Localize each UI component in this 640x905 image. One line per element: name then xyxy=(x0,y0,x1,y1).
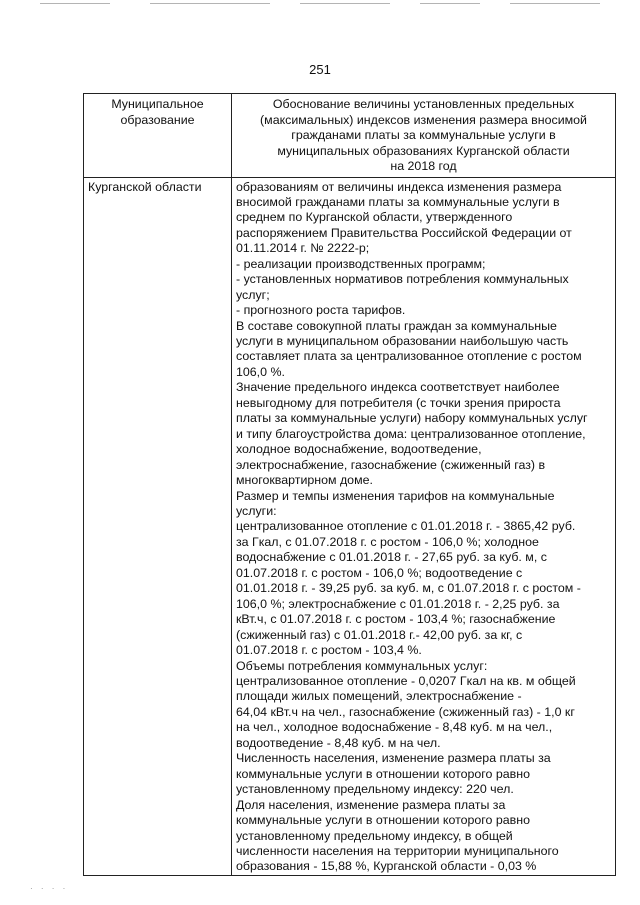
text-line: холодное водоснабжение, водоотведение, xyxy=(236,442,482,457)
text-line: - прогнозного роста тарифов. xyxy=(236,303,406,318)
text-line: В составе совокупной платы граждан за коммунальные xyxy=(236,318,557,333)
text-line: коммунальные услуги в отношении которого равно xyxy=(236,766,530,781)
text-line: кВт.ч, с 01.07.2018 г. с ростом - 103,4 %; газоснабжение xyxy=(236,612,556,627)
text-line: 106,0 %. xyxy=(236,364,285,379)
page-number: 251 xyxy=(309,62,331,77)
text-line: образования - 15,88 %, Курганской области - 0,03 % xyxy=(236,859,537,874)
header-line: на 2018 год xyxy=(390,159,457,173)
text-line: 01.07.2018 г. с ростом - 103,4 %. xyxy=(236,643,422,658)
text-line: численности населения на территории муниципального xyxy=(236,843,559,858)
table-row xyxy=(84,177,616,875)
municipality-cell xyxy=(84,177,232,875)
header-municipality xyxy=(84,94,232,178)
text-line: 106,0 %; электроснабжение с 01.01.2018 г. - 2,25 руб. за xyxy=(236,596,560,611)
text-line: водоснабжение с 01.01.2018 г. - 27,65 руб. за куб. м, с xyxy=(236,550,547,565)
text-line: централизованное отопление - 0,0207 Гкал на кв. м общей xyxy=(236,674,576,688)
tariff-justification-table xyxy=(83,93,616,876)
scan-footer-artifact: · · · · xyxy=(30,884,69,893)
text-line: - установленных нормативов потребления коммунальных xyxy=(236,272,569,287)
text-line: составляет плата за централизованное отопление с ростом xyxy=(236,349,582,364)
text-line: Размер и темпы изменения тарифов на коммунальные xyxy=(236,488,555,503)
text-line: электроснабжение, газоснабжение (сжиженный газ) в xyxy=(236,457,546,472)
text-line: установленному предельному индексу, в общей xyxy=(236,828,513,843)
text-line: услуги в муниципальном образовании наибольшую часть xyxy=(236,334,569,349)
text-line: среднем по Курганской области, утвержденного xyxy=(236,210,513,225)
text-line: - реализации производственных программ; xyxy=(236,256,486,271)
scan-edge-artifact xyxy=(0,3,640,9)
header-line: образование xyxy=(120,112,195,127)
text-line: Объемы потребления коммунальных услуг: xyxy=(236,658,488,673)
header-line: муниципальных образованиях Курганской области xyxy=(277,143,570,158)
text-line: многоквартирном доме. xyxy=(236,473,373,488)
text-line: образованиям от величины индекса изменения размера xyxy=(236,179,562,194)
text-line: и типу благоустройства дома: централизованное отопление, xyxy=(236,426,586,441)
header-line: Муниципальное xyxy=(111,97,204,111)
table-header-row xyxy=(84,94,616,178)
text-line: вносимой гражданами платы за коммунальные услуги в xyxy=(236,194,560,209)
header-line: Обоснование величины установленных предельных xyxy=(272,97,575,111)
text-line: за Гкал, с 01.07.2018 г. с ростом - 106,0 %; холодное xyxy=(236,534,539,549)
text-line: централизованное отопление с 01.01.2018 г. - 3865,42 руб. xyxy=(236,519,576,534)
text-line: услуг; xyxy=(236,287,270,302)
text-line: (сжиженный газ) с 01.01.2018 г.- 42,00 руб. за кг, с xyxy=(236,627,523,642)
text-line: платы за коммунальные услуги) набору коммунальных услуг xyxy=(236,411,588,426)
text-line: площади жилых помещений, электроснабжение - xyxy=(236,689,522,704)
header-justification xyxy=(232,94,616,178)
text-line: невыгодному для потребителя (с точки зрения прироста xyxy=(236,395,561,410)
text-line: распоряжением Правительства Российской Федерации от xyxy=(236,225,572,240)
text-line: Доля населения, изменение размера платы за xyxy=(236,797,506,812)
header-line: гражданами платы за коммунальные услуги в xyxy=(291,128,556,142)
text-line: водоотведение - 8,48 куб. м на чел. xyxy=(236,735,441,750)
text-line: услуги: xyxy=(236,504,277,519)
text-line: 01.11.2014 г. № 2222-р; xyxy=(236,241,370,256)
text-line: 01.01.2018 г. - 39,25 руб. за куб. м, с 01.07.2018 г. с ростом - xyxy=(236,581,581,596)
text-line: коммунальные услуги в отношении которого равно xyxy=(236,813,530,828)
text-line: Численность населения, изменение размера платы за xyxy=(236,751,551,766)
text-line: Значение предельного индекса соответствует наиболее xyxy=(236,380,560,395)
text-line: 64,04 кВт.ч на чел., газоснабжение (сжиженный газ) - 1,0 кг xyxy=(236,704,575,719)
justification-cell xyxy=(232,177,616,875)
municipality-name: Курганской области xyxy=(88,179,202,194)
text-line: на чел., холодное водоснабжение - 8,48 куб. м на чел., xyxy=(236,720,553,735)
header-line: (максимальных) индексов изменения размера вносимой xyxy=(260,112,587,127)
text-line: установленному предельному индексу: 220 чел. xyxy=(236,782,514,797)
text-line: 01.07.2018 г. с ростом - 106,0 %; водоотведение с xyxy=(236,565,523,580)
